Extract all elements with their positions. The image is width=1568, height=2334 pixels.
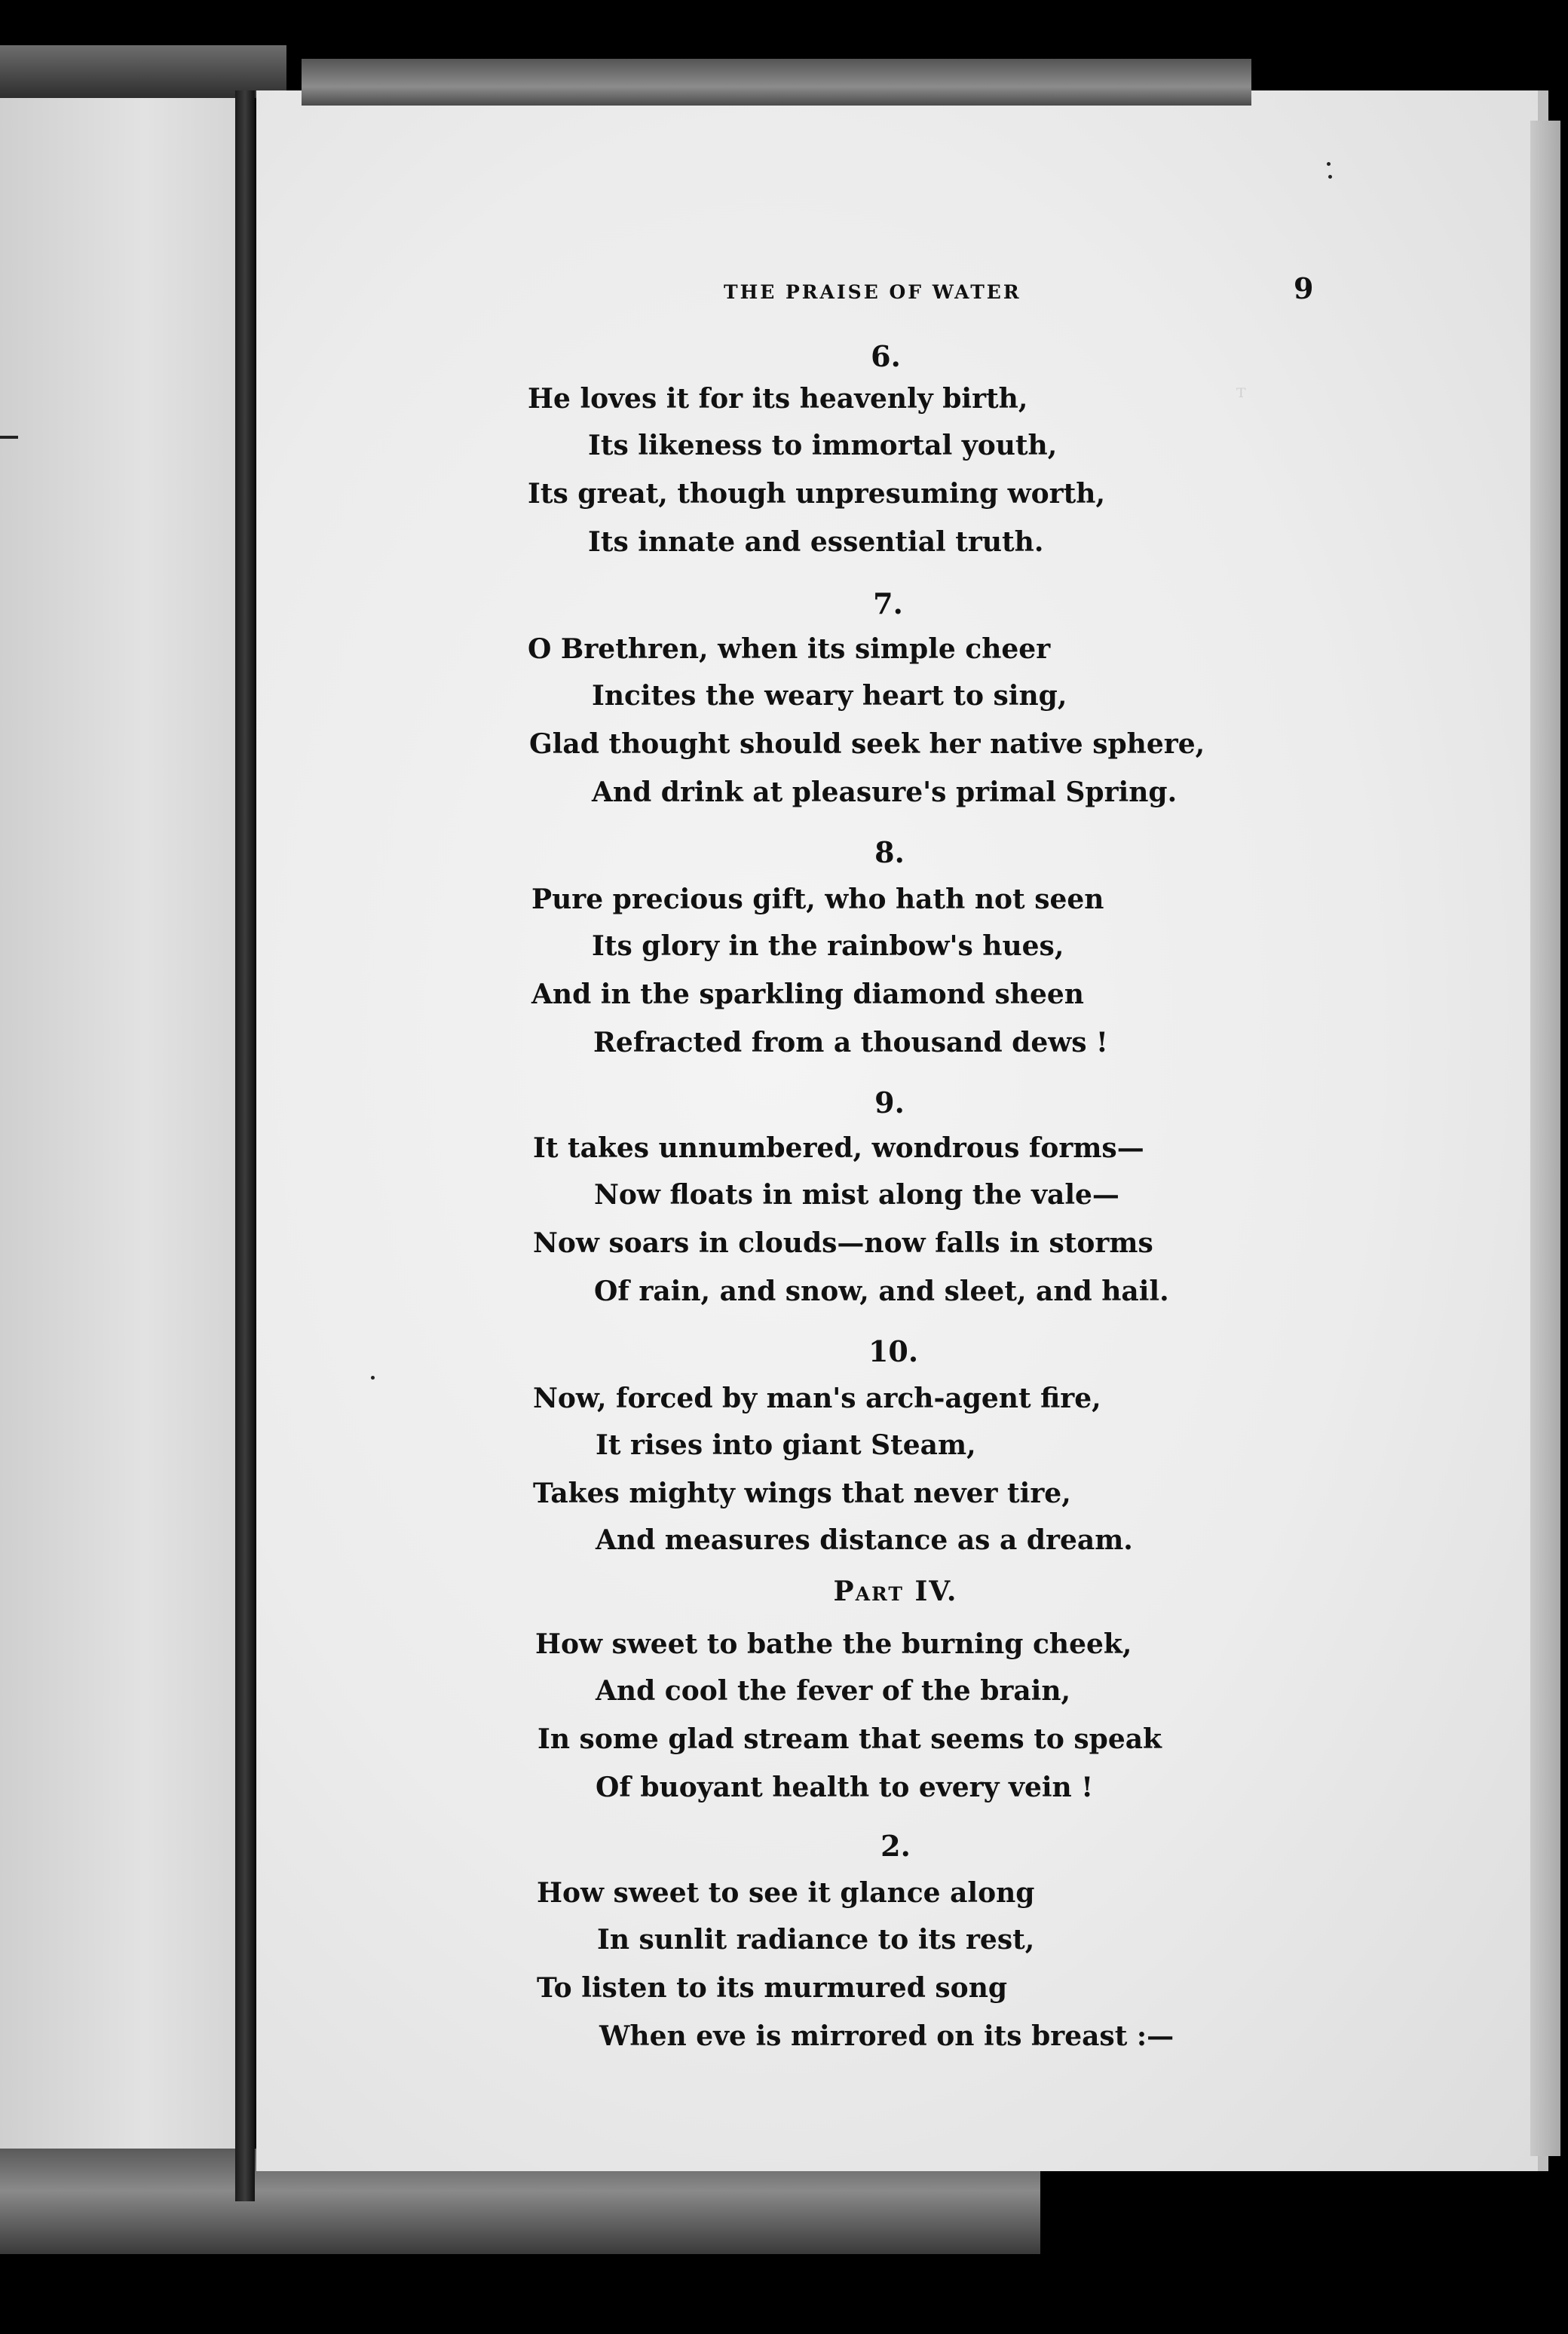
print-speck <box>1327 162 1331 166</box>
left-facing-page <box>0 98 241 2194</box>
verse-line: Glad thought should seek her native sphere, <box>529 728 1205 760</box>
page-number: 9 <box>1294 271 1314 305</box>
part-heading: Part IV. <box>833 1576 958 1607</box>
verse-line: Refracted from a thousand dews ! <box>593 1027 1108 1058</box>
verse-line: O Brethren, when its simple cheer <box>528 633 1051 665</box>
verse-line: Its innate and essential truth. <box>588 526 1044 558</box>
running-header: THE PRAISE OF WATER <box>724 281 1021 303</box>
stanza-number: 10. <box>868 1334 919 1368</box>
book-gutter <box>235 90 255 2201</box>
verse-line: He loves it for its heavenly birth, <box>528 383 1028 415</box>
verse-line: And measures distance as a dream. <box>596 1524 1133 1556</box>
verse-line: In some glad stream that seems to speak <box>537 1723 1162 1755</box>
verse-line: Of buoyant health to every vein ! <box>596 1772 1094 1803</box>
print-speck <box>371 1376 375 1380</box>
verse-line: And in the sparkling diamond sheen <box>531 979 1084 1010</box>
top-page-edge <box>302 59 1251 106</box>
verse-line: Now, forced by man's arch-agent fire, <box>533 1383 1101 1414</box>
verse-line: Its great, though unpresuming worth, <box>528 478 1105 510</box>
left-page-mark <box>0 436 18 439</box>
stanza-number: 8. <box>874 835 905 869</box>
verse-line: Pure precious gift, who hath not seen <box>531 884 1104 915</box>
stanza-number: 7. <box>873 587 903 620</box>
verse-line: How sweet to bathe the burning cheek, <box>535 1628 1132 1660</box>
verse-line: In sunlit radiance to its rest, <box>597 1924 1035 1956</box>
verse-line: It takes unnumbered, wondrous forms— <box>533 1132 1144 1164</box>
verse-line: And drink at pleasure's primal Spring. <box>592 776 1178 808</box>
verse-line: And cool the fever of the brain, <box>596 1675 1071 1707</box>
verse-line: How sweet to see it glance along <box>537 1877 1035 1909</box>
verse-line: To listen to its murmured song <box>537 1972 1008 2004</box>
stanza-number: 9. <box>874 1086 905 1120</box>
verse-line: It rises into giant Steam, <box>596 1429 976 1461</box>
print-speck <box>1328 175 1332 179</box>
stanza-number: 2. <box>880 1829 911 1863</box>
stanza-number: 6. <box>871 339 901 373</box>
verse-line: When eve is mirrored on its breast :— <box>599 2020 1174 2052</box>
verse-line: Now soars in clouds—now falls in storms <box>533 1227 1153 1259</box>
verse-line: Takes mighty wings that never tire, <box>533 1478 1071 1509</box>
verse-line: Its likeness to immortal youth, <box>588 430 1058 461</box>
verse-line: Of rain, and snow, and sleet, and hail. <box>594 1276 1169 1307</box>
verse-line: Incites the weary heart to sing, <box>592 680 1067 712</box>
verse-line: Its glory in the rainbow's hues, <box>592 930 1064 962</box>
verse-line: Now floats in mist along the vale— <box>594 1179 1119 1211</box>
right-page-edge <box>1530 121 1560 2156</box>
